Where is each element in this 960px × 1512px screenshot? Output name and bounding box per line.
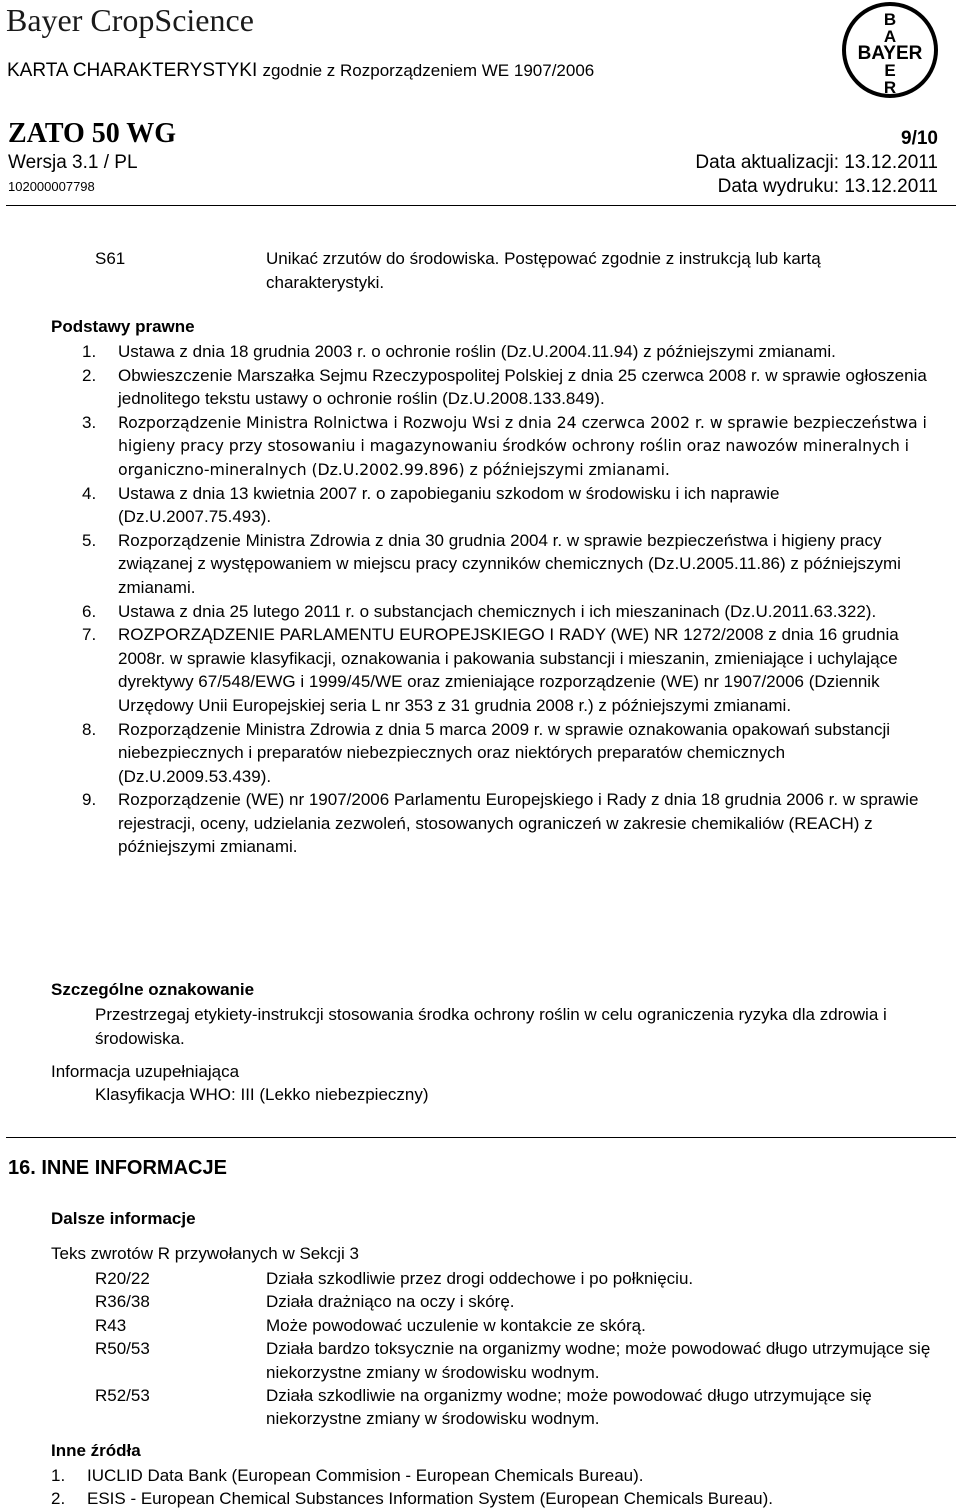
item-text: Rozporządzenie Ministra Rolnictwa i Rozwoju Wsi z dnia 24 czerwca 2002 r. w sprawie bezpieczeństwa i higieny pracy przy stosowaniu i magazynowaniu środków ochrony roślin oraz nawozów mineralnych i organiczno-mineralnych (Dz.U.2002.99.896) z późniejszymi zmianami. bbox=[118, 412, 927, 479]
item-text: IUCLID Data Bank (European Commision - European Chemicals Bureau). bbox=[87, 1466, 644, 1485]
r-phrases-table bbox=[95, 1267, 935, 1431]
item-text: Rozporządzenie Ministra Zdrowia z dnia 30 grudnia 2004 r. w sprawie bezpieczeństwa i higieny pracy związanej z występowaniem w miejscu pracy czynników chemicznych (Dz.U.2005.11.86) z późniejszymi zmianami. bbox=[118, 530, 901, 597]
list-item bbox=[51, 788, 931, 859]
section-16-title: 16. INNE INFORMACJE bbox=[8, 1157, 227, 1179]
item-text: ROZPORZĄDZENIE PARLAMENTU EUROPEJSKIEGO I RADY (WE) NR 1272/2008 z dnia 16 grudnia 2008r. w sprawie klasyfikacji, oznakowania i pakowania substancji i mieszanin, zmieniające i uchylające dyrektywy 67/548/EWG i 1999/45/WE oraz zmieniające rozporządzenie (WE) nr 1907/2006 (Dziennik Urzędowy Unii Europejskiej seria L nr 353 z 31 grudnia 2008 r.) z późniejszymi zmianami. bbox=[118, 625, 899, 715]
s-phrase-text: Unikać zrzutów do środowiska. Postępować zgodnie z instrukcją lub kartą charakterystyki. bbox=[266, 249, 821, 292]
further-info-heading: Dalsze informacje bbox=[51, 1209, 196, 1228]
special-labelling-text: Przestrzegaj etykiety-instrukcji stosowania środka ochrony roślin w celu ograniczenia ryzyka dla zdrowia i środowiska. bbox=[95, 1005, 887, 1048]
r-phrases-heading: Teks zwrotów R przywołanych w Sekcji 3 bbox=[51, 1244, 359, 1263]
company-name: Bayer CropScience bbox=[6, 2, 254, 38]
doc-type: KARTA CHARAKTERYSTYKI bbox=[7, 60, 258, 81]
svg-text:E: E bbox=[884, 61, 896, 80]
item-number: 3. bbox=[82, 412, 97, 432]
table-row bbox=[95, 1290, 935, 1313]
table-row bbox=[95, 1314, 935, 1337]
version: Wersja 3.1 / PL bbox=[8, 152, 138, 173]
item-number: 8. bbox=[82, 719, 97, 739]
list-item bbox=[51, 623, 931, 717]
item-number: 2. bbox=[51, 1489, 66, 1509]
item-text: Ustawa z dnia 18 grudnia 2003 r. o ochronie roślin (Dz.U.2004.11.94) z późniejszymi zmianami. bbox=[118, 342, 836, 361]
legal-basis-heading: Podstawy prawne bbox=[51, 317, 195, 336]
item-number: 1. bbox=[51, 1466, 66, 1485]
table-row bbox=[95, 1384, 935, 1431]
svg-text:R: R bbox=[883, 78, 897, 97]
r-text: Może powodować uczulenie w kontakcie ze skórą. bbox=[266, 1315, 646, 1335]
item-number: 4. bbox=[82, 483, 97, 503]
svg-text:A: A bbox=[883, 27, 897, 46]
document-number: 102000007798 bbox=[8, 179, 95, 194]
who-classification: Klasyfikacja WHO: III (Lekko niebezpieczny) bbox=[95, 1085, 429, 1104]
r-code: R36/38 bbox=[95, 1292, 150, 1312]
print-date: Data wydruku: 13.12.2011 bbox=[717, 176, 938, 197]
item-number: 1. bbox=[82, 342, 97, 361]
item-text: Obwieszczenie Marszałka Sejmu Rzeczypospolitej Polskiej z dnia 25 czerwca 2008 r. w sprawie ogłoszenia jednolitego tekstu ustawy o ochronie roślin (Dz.U.2008.133.849). bbox=[118, 365, 927, 409]
special-labelling-heading: Szczególne oznakowanie bbox=[51, 980, 255, 999]
item-text: Ustawa z dnia 25 lutego 2011 r. o substancjach chemicznych i ich mieszaninach (Dz.U.2011.63.322). bbox=[118, 601, 877, 621]
bayer-logo bbox=[836, 0, 944, 100]
r-text: Działa bardzo toksycznie na organizmy wodne; może powodować długo utrzymujące się niekorzystne zmiany w środowisku wodnym. bbox=[266, 1339, 931, 1382]
other-sources-heading: Inne źródła bbox=[51, 1441, 141, 1460]
r-code: R43 bbox=[95, 1315, 127, 1335]
item-number: 2. bbox=[82, 365, 97, 385]
legal-basis-list bbox=[51, 340, 931, 859]
r-code: R20/22 bbox=[95, 1269, 150, 1288]
other-sources-list bbox=[51, 1464, 941, 1511]
regulation: zgodnie z Rozporządzeniem WE 1907/2006 bbox=[262, 61, 595, 80]
header-divider bbox=[6, 205, 956, 206]
page-number: 9/10 bbox=[901, 128, 938, 149]
list-item bbox=[51, 600, 931, 624]
list-item bbox=[51, 411, 931, 482]
item-number: 7. bbox=[82, 625, 97, 645]
s-phrase-code: S61 bbox=[95, 249, 126, 268]
item-number: 9. bbox=[82, 790, 97, 810]
list-item bbox=[51, 340, 931, 364]
list-item bbox=[51, 482, 931, 529]
list-item bbox=[51, 1487, 941, 1510]
table-row bbox=[95, 1267, 935, 1290]
item-number: 6. bbox=[82, 601, 97, 621]
list-item bbox=[51, 529, 931, 600]
list-item bbox=[51, 364, 931, 411]
update-date: Data aktualizacji: 13.12.2011 bbox=[695, 152, 938, 173]
svg-text:B: B bbox=[883, 10, 897, 29]
r-code: R50/53 bbox=[95, 1339, 150, 1359]
r-text: Działa szkodliwie na organizmy wodne; może powodować długo utrzymujące się niekorzystne zmiany w środowisku wodnym. bbox=[266, 1386, 872, 1429]
section-divider bbox=[6, 1137, 956, 1138]
r-text: Działa drażniąco na oczy i skórę. bbox=[266, 1292, 515, 1312]
item-text: Rozporządzenie Ministra Zdrowia z dnia 5 marca 2009 r. w sprawie oznakowania opakowań substancji niebezpiecznych i preparatów niebezpiecznych oraz niektórych preparatów chemicznych (Dz.U.2009.53.439). bbox=[118, 719, 891, 786]
product-name: ZATO 50 WG bbox=[8, 118, 177, 149]
logo-text: BAYER bbox=[857, 43, 923, 64]
supplementary-info-heading: Informacja uzupełniająca bbox=[51, 1062, 240, 1081]
list-item bbox=[51, 1464, 941, 1487]
table-row bbox=[95, 1337, 935, 1384]
item-number: 5. bbox=[82, 530, 97, 550]
list-item bbox=[51, 718, 931, 789]
item-text: Rozporządzenie (WE) nr 1907/2006 Parlamentu Europejskiego i Rady z dnia 18 grudnia 2006 r. w sprawie rejestracji, oceny, udzielania zezwoleń, stosowanych ograniczeń w zakresie chemikaliów (REACH) z późniejszymi zmianami. bbox=[118, 790, 919, 857]
r-code: R52/53 bbox=[95, 1386, 150, 1406]
item-text: ESIS - European Chemical Substances Information System (European Chemicals Bureau). bbox=[87, 1489, 773, 1509]
item-text: Ustawa z dnia 13 kwietnia 2007 r. o zapobieganiu szkodom w środowisku i ich naprawie (Dz.U.2007.75.493). bbox=[118, 483, 780, 527]
r-text: Działa szkodliwie przez drogi oddechowe i po połknięciu. bbox=[266, 1269, 694, 1288]
document-title bbox=[7, 60, 594, 82]
